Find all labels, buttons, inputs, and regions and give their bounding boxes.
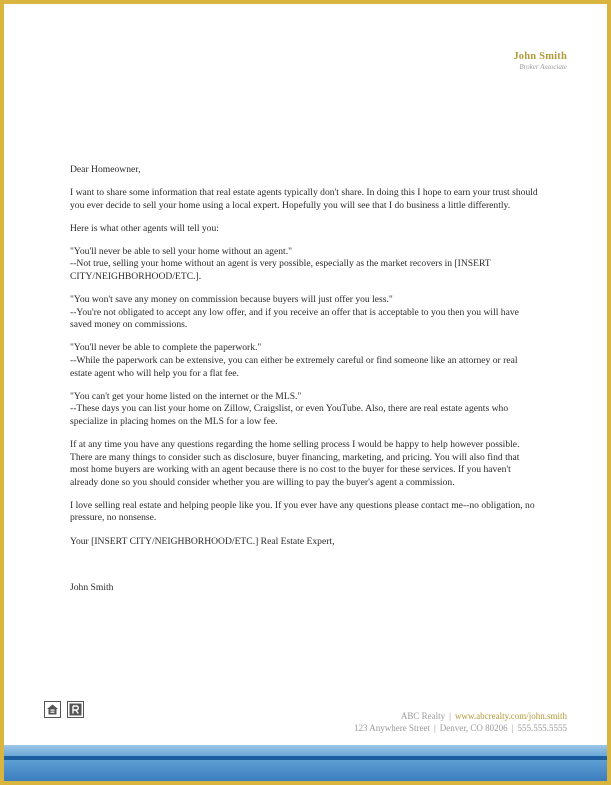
equal-housing-icon xyxy=(44,701,61,718)
myth-response: --You're not obligated to accept any low offer, and if you receive an offer that is acceptable to you then you will have saved money on commissions. xyxy=(70,306,519,331)
footer-band-blue xyxy=(4,760,607,781)
intro-paragraph: I want to share some information that real estate agents typically don't share. In doing this I hope to earn your trust should you ever decide to sell your home using a local expert. Hopefully you will see that I do business a little differently. xyxy=(70,187,538,211)
myth-claim: "You'll never be able to sell your home without an agent." xyxy=(70,245,293,257)
myth-claim: "You won't save any money on commission because buyers will just offer you less." xyxy=(70,294,393,306)
footer-contact xyxy=(354,710,567,734)
signature: John Smith xyxy=(70,582,114,594)
letter-body xyxy=(70,164,540,605)
contact-paragraph: I love selling real estate and helping people like you. If you ever have any questions please contact me--no obligation, no pressure, no nonsense. xyxy=(70,499,535,524)
letter-page xyxy=(4,4,607,781)
city-state-zip: Denver, CO 80206 xyxy=(439,723,508,733)
help-paragraph: If at any time you have any questions regarding the home selling process I would be happy to help however possible. There are many things to consider such as disclosure, buyer financing, marketing, and pricing. You will also find that most home buyers are working with an agent because there is no cost to the buyer for these services. If you haven't already done so you should consider whether you are willing to pay the buyer's agent a commission. xyxy=(70,439,520,488)
myth-claim: "You'll never be able to complete the paperwork." xyxy=(70,342,262,354)
separator: | xyxy=(449,711,451,721)
footer-line-2 xyxy=(354,722,567,734)
lead-in: Here is what other agents will tell you: xyxy=(70,222,219,234)
myth-response: --Not true, selling your home without an agent is very possible, especially as the market recovers in [INSERT CITY/NEIGHBORHOOD/ETC.]. xyxy=(70,258,491,283)
myth-block xyxy=(70,294,540,332)
realtor-icon xyxy=(67,701,84,718)
myth-block xyxy=(70,342,540,380)
myth-block xyxy=(70,391,540,429)
myth-response: --While the paperwork can be extensive, you can either be extremely careful or find someone like an attorney or real estate agent who will help you for a flat fee. xyxy=(70,355,518,379)
separator: | xyxy=(433,723,436,733)
salutation: Dear Homeowner, xyxy=(70,164,141,175)
letterhead-title: Broker Associate xyxy=(519,63,567,71)
myth-block xyxy=(70,246,540,284)
street-address: 123 Anywhere Street xyxy=(354,723,430,733)
myth-response: --These days you can list your home on Zillow, Craigslist, or even YouTube. Also, there are real estate agents who specialize in placing homes on the MLS for a low fee. xyxy=(70,403,509,427)
phone-number: 555.555.5555 xyxy=(517,723,567,733)
closing: Your [INSERT CITY/NEIGHBORHOOD/ETC.] Real Estate Expert, xyxy=(70,535,335,547)
footer-logos xyxy=(44,701,84,718)
company-name: ABC Realty xyxy=(400,711,446,721)
separator: | xyxy=(511,723,514,733)
website-link[interactable]: www.abcrealty.com/john.smith xyxy=(454,711,567,721)
myth-claim: "You can't get your home listed on the internet or the MLS." xyxy=(70,390,302,402)
footer-line-1 xyxy=(354,710,567,722)
letterhead xyxy=(513,51,567,71)
footer-band-light xyxy=(4,745,607,756)
letterhead-name: John Smith xyxy=(513,51,567,62)
